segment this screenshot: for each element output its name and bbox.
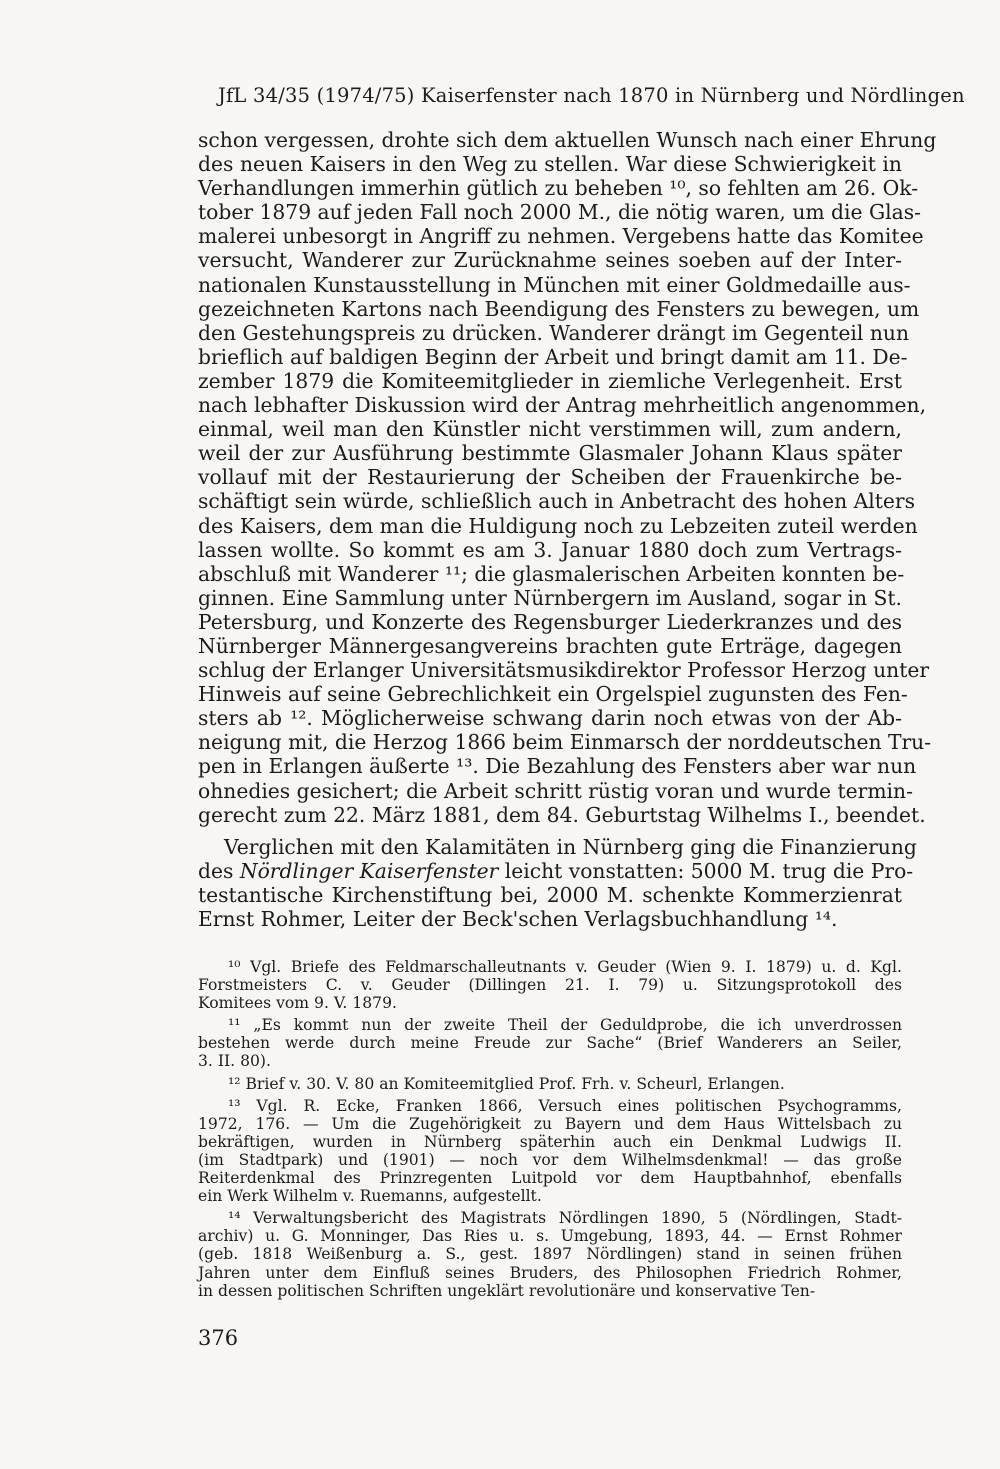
footnote-line: ¹³ Vgl. R. Ecke, Franken 1866, Versuch eines politischen Psychogramms, [228, 1096, 902, 1115]
body-line: gerecht zum 22. März 1881, dem 84. Geburtstag Wilhelms I., beendet. [198, 802, 926, 827]
body-line: den Gestehungspreis zu drücken. Wanderer drängt im Gegenteil nun [198, 320, 910, 345]
body-line: tober 1879 auf jeden Fall noch 2000 M., die nötig waren, um die Glas- [198, 200, 922, 225]
footnote-line: ¹² Brief v. 30. V. 80 an Komiteemitglied Prof. Frh. v. Scheurl, Erlangen. [228, 1074, 785, 1093]
footnote-line: in dessen politischen Schriften ungeklärt revolutionäre und konservative Ten- [198, 1281, 816, 1300]
footnote-line: Jahren unter dem Einfluß seines Bruders, des Philosophen Friedrich Rohmer, [198, 1263, 902, 1282]
body-line: schlug der Erlanger Universitätsmusikdirektor Professor Herzog unter [198, 658, 930, 683]
body-line: nationalen Kunstausstellung in München mit einer Goldmedaille aus- [198, 272, 911, 297]
footnote-line: Komitees vom 9. V. 1879. [198, 994, 397, 1013]
body-line: neigung mit, die Herzog 1866 beim Einmarsch der norddeutschen Tru- [198, 730, 932, 755]
footnote-line: (im Stadtpark) und (1901) — noch vor dem Wilhelmsdenkmal! — das große [198, 1150, 902, 1169]
body-line: lassen wollte. So kommt es am 3. Januar 1880 doch zum Vertrags- [198, 537, 902, 562]
footnote-line: 3. II. 80). [198, 1052, 271, 1071]
footnote [198, 1016, 902, 1070]
footnote-line: bekräftigen, wurden in Nürnberg späterhin auch ein Denkmal Ludwigs II. [198, 1132, 902, 1151]
footnote-line: (geb. 1818 Weißenburg a. S., gest. 1897 Nördlingen) stand in seinen frühen [198, 1245, 902, 1264]
body-line: versucht, Wanderer zur Zurücknahme seines soeben auf der Inter- [198, 248, 902, 273]
body-line: weil der zur Ausführung bestimmte Glasmaler Johann Klaus später [198, 441, 902, 466]
footnote-line: archiv) u. G. Monninger, Das Ries u. s. Umgebung, 1893, 44. — Ernst Rohmer [198, 1227, 902, 1246]
footnote [198, 1209, 902, 1299]
body-line: Verhandlungen immerhin gütlich zu beheben ¹⁰, so fehlten am 26. Ok- [198, 176, 919, 201]
body-line: malerei unbesorgt in Angriff zu nehmen. Vergebens hatte das Komitee [198, 224, 924, 249]
body-line: Petersburg, und Konzerte des Regensburger Liederkranzes und des [198, 609, 902, 634]
body-line: des Kaisers, dem man die Huldigung noch zu Lebzeiten zuteil werden [198, 513, 918, 538]
main-text [198, 128, 937, 931]
footnote-line: ein Werk Wilhelm v. Ruemanns, aufgestellt. [198, 1187, 542, 1206]
body-line: ginnen. Eine Sammlung unter Nürnbergern im Ausland, sogar in St. [198, 585, 902, 610]
body-line: nach lebhafter Diskussion wird der Antrag mehrheitlich angenommen, [198, 393, 927, 418]
footnote [198, 1097, 902, 1206]
body-line: des Nördlinger Kaiserfenster leicht vonstatten: 5000 M. trug die Pro- [198, 858, 914, 883]
body-line: des neuen Kaisers in den Weg zu stellen. War diese Schwierigkeit in [198, 152, 902, 177]
footnote [198, 958, 902, 1012]
page-number: 376 [198, 1326, 239, 1350]
body-line: einmal, weil man den Künstler nicht verstimmen will, zum andern, [198, 417, 902, 442]
footnote-line: ¹⁴ Verwaltungsbericht des Magistrats Nördlingen 1890, 5 (Nördlingen, Stadt- [228, 1209, 902, 1228]
footnote-line: bestehen werde durch meine Freude zur Sache“ (Brief Wanderers an Seiler, [198, 1034, 902, 1053]
footnote [198, 1075, 902, 1093]
body-line: vollauf mit der Restaurierung der Scheiben der Frauenkirche be- [198, 465, 902, 490]
body-line: ohnedies gesichert; die Arbeit schritt rüstig voran und wurde termin- [198, 778, 913, 803]
paragraph-gap [198, 827, 902, 835]
body-line: brieflich auf baldigen Beginn der Arbeit und bringt damit am 11. De- [198, 344, 908, 369]
body-line: pen in Erlangen äußerte ¹³. Die Bezahlung des Fensters aber war nun [198, 754, 917, 779]
body-line: gezeichneten Kartons nach Beendigung des Fensters zu bewegen, um [198, 296, 920, 321]
running-head: JfL 34/35 (1974/75) Kaiserfenster nach 1870 in Nürnberg und Nördlingen [218, 84, 965, 107]
footnote-line: ¹⁰ Vgl. Briefe des Feldmarschalleutnants v. Geuder (Wien 9. I. 1879) u. d. Kgl. [228, 958, 902, 976]
footnote-line: ¹¹ „Es kommt nun der zweite Theil der Geduldprobe, die ich unverdrossen [228, 1016, 902, 1035]
footnote-line: Reiterdenkmal des Prinzregenten Luitpold vor dem Hauptbahnhof, ebenfalls [198, 1169, 902, 1188]
body-line: abschluß mit Wanderer ¹¹; die glasmalerischen Arbeiten konnten be- [198, 561, 905, 586]
body-line: testantische Kirchenstiftung bei, 2000 M. schenkte Kommerzienrat [198, 882, 902, 907]
body-line: zember 1879 die Komiteemitglieder in ziemliche Verlegenheit. Erst [198, 368, 902, 393]
body-line: Ernst Rohmer, Leiter der Beck'schen Verlagsbuchhandlung ¹⁴. [198, 907, 838, 931]
body-line: schon vergessen, drohte sich dem aktuellen Wunsch nach einer Ehrung [198, 128, 937, 152]
footnote-line: 1972, 176. — Um die Zugehörigkeit zu Bayern und dem Haus Wittelsbach zu [198, 1114, 902, 1133]
body-line: schäftigt sein würde, schließlich auch in Anbetracht des hohen Alters [198, 489, 915, 514]
footnotes [198, 958, 902, 1304]
body-line: Nürnberger Männergesangvereins brachten gute Erträge, dagegen [198, 633, 902, 658]
body-line: sters ab ¹². Möglicherweise schwang darin noch etwas von der Ab- [198, 706, 902, 731]
body-line: Hinweis auf seine Gebrechlichkeit ein Orgelspiel zugunsten des Fen- [198, 682, 908, 707]
body-line: Verglichen mit den Kalamitäten in Nürnberg ging die Finanzierung [224, 834, 917, 859]
footnote-line: Forstmeisters C. v. Geuder (Dillingen 21. I. 79) u. Sitzungsprotokoll des [198, 976, 902, 995]
